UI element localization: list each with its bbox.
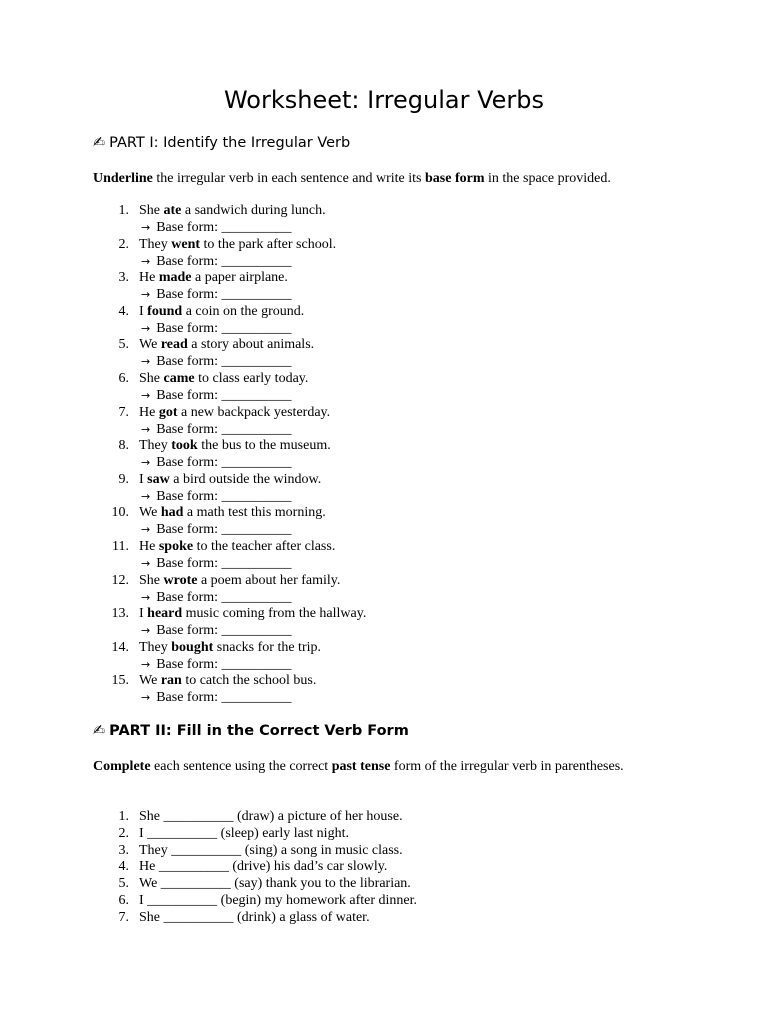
irregular-verb: saw xyxy=(147,471,170,487)
item-number: 1. xyxy=(118,809,129,824)
base-form-line xyxy=(141,286,292,303)
item-sentence xyxy=(139,538,335,555)
sentence-end: a bird outside the window. xyxy=(169,471,322,487)
item-sentence xyxy=(139,504,326,521)
base-form-label: Base form: __________ xyxy=(156,320,292,336)
list-item xyxy=(0,892,768,909)
item-sentence xyxy=(139,437,331,454)
item-number: 4. xyxy=(118,859,129,875)
list-item xyxy=(0,303,768,337)
sentence-start: They xyxy=(139,438,172,454)
base-form-line xyxy=(141,320,292,337)
item-number: 12. xyxy=(111,572,129,588)
list-item xyxy=(0,336,768,370)
base-form-line xyxy=(141,555,292,572)
arrow-icon: → xyxy=(141,523,151,537)
item-number: 10. xyxy=(111,505,129,521)
item-sentence xyxy=(139,336,314,353)
base-form-label: Base form: __________ xyxy=(156,387,292,403)
sentence-start: They xyxy=(139,236,172,252)
part1-instr-bold2: base form xyxy=(425,171,485,186)
base-form-line xyxy=(141,421,292,438)
item-number: 2. xyxy=(118,236,129,252)
base-form-line xyxy=(141,622,292,639)
part2-heading-text: PART II: Fill in the Correct Verb Form xyxy=(109,723,409,739)
item-sentence xyxy=(139,370,308,387)
sentence-end: a poem about her family. xyxy=(197,572,341,588)
item-number: 4. xyxy=(118,303,129,319)
irregular-verb: came xyxy=(163,370,195,386)
arrow-icon: → xyxy=(141,221,151,234)
base-form-line xyxy=(141,656,292,673)
arrow-icon: → xyxy=(141,422,151,436)
arrow-icon: → xyxy=(141,254,151,268)
irregular-verb: read xyxy=(160,337,188,353)
item-sentence: We __________ (say) thank you to the librarian. xyxy=(139,876,411,892)
irregular-verb: had xyxy=(160,505,184,521)
arrow-icon: → xyxy=(141,321,151,335)
sentence-start: I xyxy=(139,471,148,487)
list-item xyxy=(0,672,768,706)
item-number: 6. xyxy=(118,892,129,908)
base-form-label: Base form: __________ xyxy=(156,690,292,706)
item-number: 5. xyxy=(118,876,129,892)
list-item xyxy=(0,842,768,859)
arrow-icon: → xyxy=(141,556,151,570)
part1-heading xyxy=(93,134,350,152)
item-sentence: He __________ (drive) his dad’s car slowly. xyxy=(139,859,388,875)
base-form-line xyxy=(141,253,292,270)
item-number: 6. xyxy=(118,370,129,386)
item-sentence: She __________ (drink) a glass of water. xyxy=(139,909,370,925)
item-sentence: I __________ (begin) my homework after dinner. xyxy=(139,892,417,908)
item-sentence xyxy=(139,605,366,622)
arrow-icon: → xyxy=(141,355,151,369)
sentence-end: a story about animals. xyxy=(187,337,315,353)
sentence-start: He xyxy=(139,270,159,286)
sentence-end: a sandwich during lunch. xyxy=(181,203,326,218)
irregular-verb: spoke xyxy=(158,538,194,554)
list-item xyxy=(0,875,768,892)
part1-instr-text1: the irregular verb in each sentence and write its xyxy=(152,171,425,186)
sentence-start: They xyxy=(139,639,172,655)
sentence-end: to catch the school bus. xyxy=(181,673,317,689)
irregular-verb: found xyxy=(147,303,183,319)
base-form-label: Base form: __________ xyxy=(156,354,292,370)
sentence-end: music coming from the hallway. xyxy=(182,606,367,622)
item-sentence xyxy=(139,672,316,689)
item-sentence: She __________ (draw) a picture of her house. xyxy=(139,809,403,824)
base-form-line xyxy=(141,589,292,606)
base-form-label: Base form: __________ xyxy=(156,522,292,538)
sentence-end: to the park after school. xyxy=(200,236,337,252)
base-form-label: Base form: __________ xyxy=(156,220,292,235)
sentence-start: We xyxy=(139,337,161,353)
item-number: 11. xyxy=(112,538,129,554)
list-item xyxy=(0,236,768,270)
item-sentence xyxy=(139,404,330,421)
part1-list xyxy=(0,202,768,706)
base-form-label: Base form: __________ xyxy=(156,623,292,639)
base-form-line xyxy=(141,387,292,404)
irregular-verb: made xyxy=(158,270,192,286)
list-item xyxy=(0,538,768,572)
list-item xyxy=(0,858,768,875)
irregular-verb: ran xyxy=(160,673,182,689)
item-sentence xyxy=(139,639,321,656)
irregular-verb: ate xyxy=(163,203,182,218)
sentence-end: a math test this morning. xyxy=(183,505,326,521)
base-form-line xyxy=(141,454,292,471)
irregular-verb: went xyxy=(171,236,201,252)
irregular-verb: took xyxy=(171,438,198,454)
arrow-icon: → xyxy=(141,456,151,470)
item-number: 5. xyxy=(118,337,129,353)
base-form-label: Base form: __________ xyxy=(156,287,292,303)
base-form-label: Base form: __________ xyxy=(156,656,292,672)
base-form-line xyxy=(141,689,292,706)
list-item xyxy=(0,808,768,825)
part2-instr-text2: form of the irregular verb in parentheses. xyxy=(390,759,624,774)
base-form-label: Base form: __________ xyxy=(156,589,292,605)
arrow-icon: → xyxy=(141,657,151,671)
sentence-end: a new backpack yesterday. xyxy=(177,404,331,420)
sentence-start: She xyxy=(139,203,164,218)
arrow-icon: → xyxy=(141,691,151,705)
item-sentence xyxy=(139,236,336,253)
arrow-icon: → xyxy=(141,489,151,503)
list-item xyxy=(0,437,768,471)
sentence-end: to the teacher after class. xyxy=(193,538,336,554)
sentence-start: I xyxy=(139,606,148,622)
irregular-verb: got xyxy=(158,404,178,420)
item-number: 9. xyxy=(118,471,129,487)
sentence-end: snacks for the trip. xyxy=(213,639,321,655)
part2-instructions xyxy=(93,758,693,775)
base-form-label: Base form: __________ xyxy=(156,253,292,269)
item-number: 13. xyxy=(111,606,129,622)
part1-instr-bold1: Underline xyxy=(93,171,153,186)
arrow-icon: → xyxy=(141,388,151,402)
part1-heading-text: PART I: Identify the Irregular Verb xyxy=(109,135,351,151)
base-form-line xyxy=(141,219,292,236)
base-form-line xyxy=(141,488,292,505)
pencil-icon: ✍ xyxy=(93,135,106,151)
sentence-end: to class early today. xyxy=(194,370,309,386)
item-sentence xyxy=(139,572,340,589)
base-form-line xyxy=(141,521,292,538)
item-sentence xyxy=(139,303,304,320)
part2-instr-text1: each sentence using the correct xyxy=(150,759,332,774)
item-number: 8. xyxy=(118,438,129,454)
item-number: 14. xyxy=(111,639,129,655)
item-sentence: They __________ (sing) a song in music class. xyxy=(139,842,403,858)
sentence-start: She xyxy=(139,370,164,386)
item-number: 3. xyxy=(118,842,129,858)
base-form-label: Base form: __________ xyxy=(156,421,292,437)
item-number: 3. xyxy=(118,270,129,286)
list-item xyxy=(0,269,768,303)
sentence-start: He xyxy=(139,404,159,420)
part2-heading xyxy=(93,722,409,740)
sentence-start: He xyxy=(139,538,159,554)
base-form-label: Base form: __________ xyxy=(156,455,292,471)
list-item xyxy=(0,370,768,404)
irregular-verb: heard xyxy=(147,606,183,622)
page-title: Worksheet: Irregular Verbs xyxy=(223,86,544,114)
list-item xyxy=(0,605,768,639)
base-form-label: Base form: __________ xyxy=(156,488,292,504)
list-item xyxy=(0,471,768,505)
list-item xyxy=(0,202,768,236)
item-number: 1. xyxy=(118,203,129,218)
part2-instr-bold2: past tense xyxy=(331,759,391,774)
sentence-start: We xyxy=(139,505,161,521)
item-number: 7. xyxy=(118,404,129,420)
list-item xyxy=(0,825,768,842)
list-item xyxy=(0,572,768,606)
item-sentence xyxy=(139,269,288,286)
irregular-verb: bought xyxy=(171,639,214,655)
list-item xyxy=(0,404,768,438)
part2-instr-bold1: Complete xyxy=(93,759,151,774)
base-form-label: Base form: __________ xyxy=(156,555,292,571)
arrow-icon: → xyxy=(141,624,151,638)
base-form-line xyxy=(141,353,292,370)
part2-list xyxy=(0,808,768,926)
sentence-start: She xyxy=(139,572,164,588)
item-sentence: I __________ (sleep) early last night. xyxy=(139,825,349,841)
sentence-start: We xyxy=(139,673,161,689)
list-item xyxy=(0,639,768,673)
part1-instr-text2: in the space provided. xyxy=(484,171,611,186)
irregular-verb: wrote xyxy=(163,572,198,588)
item-sentence xyxy=(139,471,321,488)
item-sentence xyxy=(139,202,326,219)
list-item xyxy=(0,504,768,538)
part1-instructions xyxy=(93,170,693,187)
sentence-end: a coin on the ground. xyxy=(182,303,305,319)
arrow-icon: → xyxy=(141,590,151,604)
item-number: 15. xyxy=(111,673,129,689)
sentence-end: the bus to the museum. xyxy=(197,438,331,454)
sentence-start: I xyxy=(139,303,148,319)
item-number: 7. xyxy=(118,909,129,925)
list-item xyxy=(0,909,768,926)
pencil-icon: ✍ xyxy=(93,723,106,739)
sentence-end: a paper airplane. xyxy=(191,270,288,286)
item-number: 2. xyxy=(118,825,129,841)
arrow-icon: → xyxy=(141,288,151,302)
